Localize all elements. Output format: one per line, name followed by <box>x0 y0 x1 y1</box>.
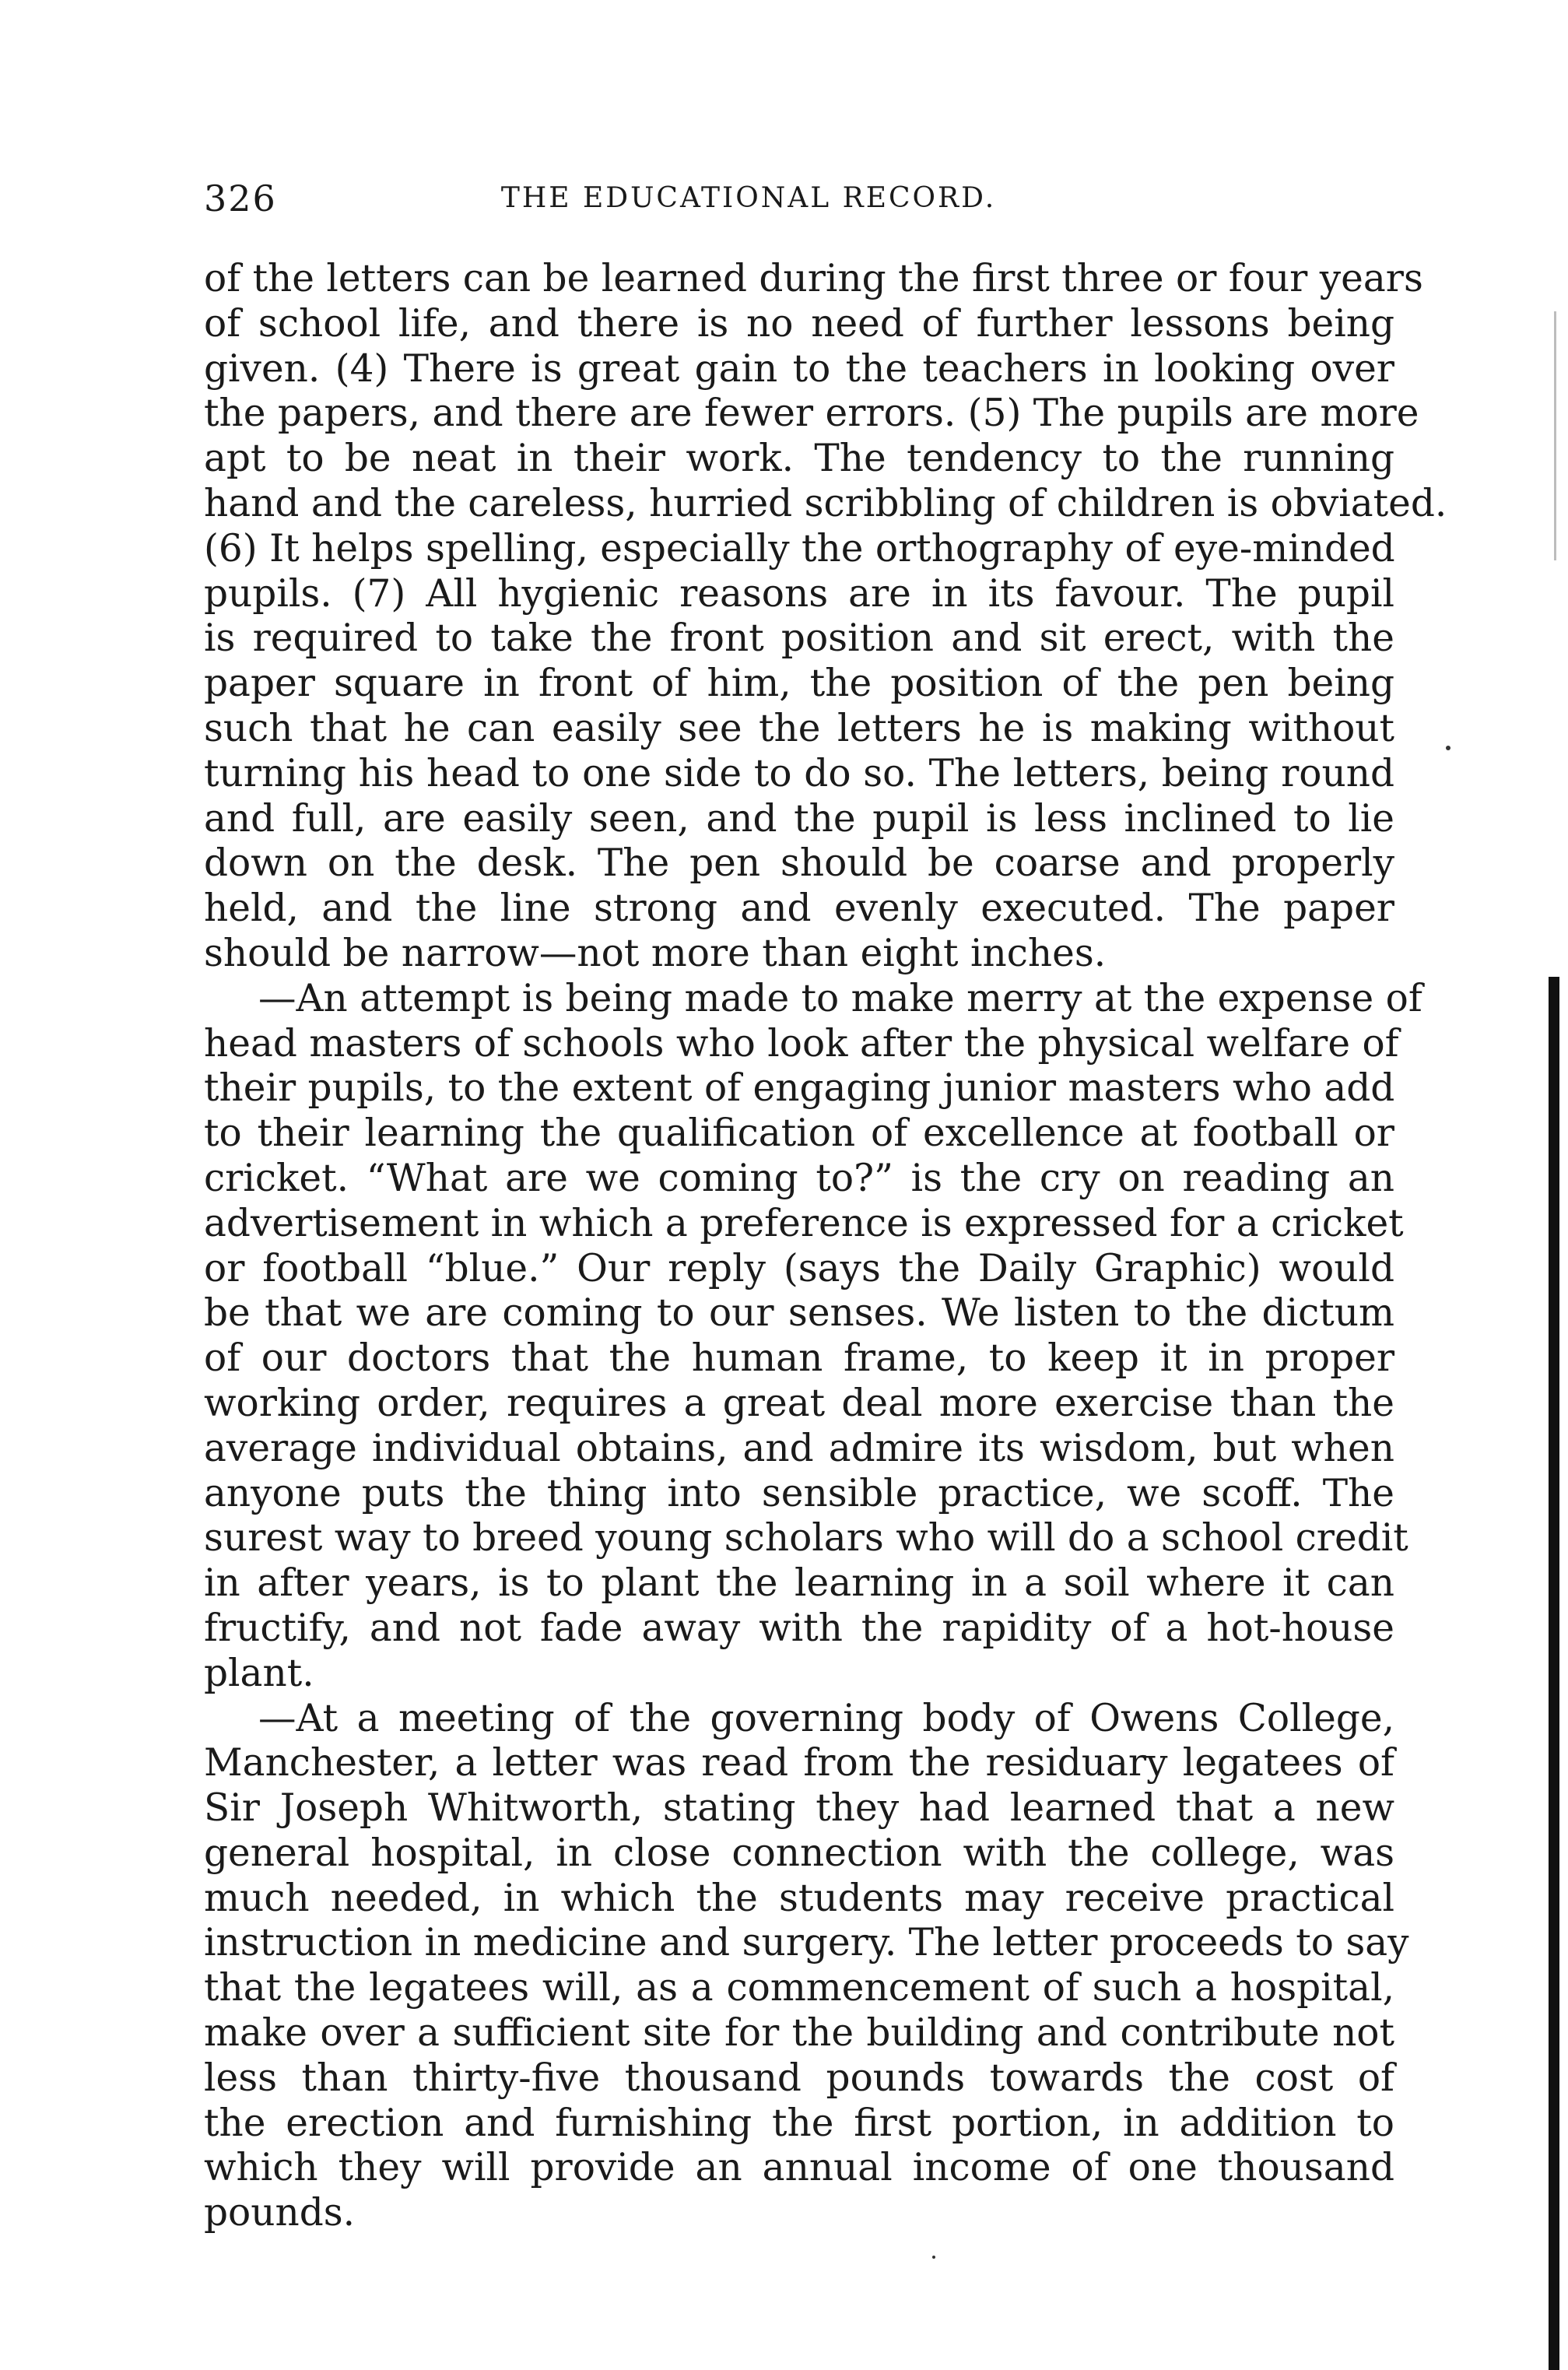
text-line: apt to be neat in their work. The tendency to the running <box>204 437 1394 481</box>
text-line: turning his head to one side to do so. The letters, being round <box>204 751 1394 795</box>
text-line: and full, are easily seen, and the pupil is less inclined to lie <box>204 796 1394 841</box>
text-line: which they will provide an annual income of one thousand <box>204 2146 1394 2190</box>
text-line: their pupils, to the extent of engaging junior masters who add <box>204 1066 1395 1111</box>
text-line: or football “blue.” Our reply (says the Daily Graphic) would <box>204 1246 1394 1290</box>
text-line: such that he can easily see the letters he is making without <box>204 706 1394 750</box>
text-line: general hospital, in close connection with the college, was <box>204 1831 1394 1875</box>
text-line: that the legatees will, as a commencement of such a hospital, <box>204 1966 1394 2010</box>
paragraph-owens-college <box>204 1696 1409 2237</box>
text-line: hand and the careless, hurried scribbling of children is obviated. <box>204 481 1447 525</box>
text-line: pounds. <box>204 2191 356 2235</box>
text-line: anyone puts the thing into sensible practice, we scoff. The <box>204 1471 1394 1515</box>
text-line: much needed, in which the students may receive practical <box>204 1876 1394 1920</box>
page-number: 326 <box>204 177 277 219</box>
text-line: given. (4) There is great gain to the teachers in looking over <box>204 346 1394 391</box>
text-line: working order, requires a great deal more exercise than the <box>204 1381 1394 1425</box>
journal-title: THE EDUCATIONAL RECORD. <box>500 182 997 214</box>
text-line: of school life, and there is no need of further lessons being <box>204 301 1394 346</box>
text-line: plant. <box>204 1651 314 1695</box>
text-line: of our doctors that the human frame, to keep it in proper <box>204 1336 1394 1381</box>
text-line: Manchester, a letter was read from the residuary legatees of <box>204 1741 1394 1785</box>
text-line: the erection and furnishing the first portion, in addition to <box>204 2101 1394 2145</box>
scan-speck <box>932 2256 935 2259</box>
running-head <box>204 177 1394 224</box>
text-line: down on the desk. The pen should be coarse and properly <box>204 841 1394 886</box>
text-line: paper square in front of him, the position of the pen being <box>204 662 1394 706</box>
text-line: be that we are coming to our senses. We listen to the dictum <box>204 1291 1394 1336</box>
scan-edge-bar <box>1549 977 1559 2370</box>
text-line: of the letters can be learned during the first three or four years <box>204 257 1423 300</box>
text-line: fructify, and not fade away with the rapidity of a hot-house <box>204 1606 1394 1650</box>
paragraph-athletics <box>204 976 1422 1697</box>
text-line: —An attempt is being made to make merry at the expense of <box>258 976 1422 1020</box>
paragraph-handwriting <box>204 257 1447 977</box>
text-line: instruction in medicine and surgery. The letter proceeds to say <box>204 1921 1409 1965</box>
text-line: surest way to breed young scholars who will do a school credit <box>204 1516 1408 1561</box>
text-line: make over a sufficient site for the building and contribute not <box>204 2011 1394 2056</box>
text-line: —At a meeting of the governing body of Owens College, <box>258 1696 1394 1740</box>
scan-speck <box>1446 746 1450 750</box>
text-line: Sir Joseph Whitworth, stating they had learned that a new <box>204 1786 1394 1831</box>
body-text <box>204 257 1447 2236</box>
scan-edge-shadow <box>1554 311 1556 560</box>
text-line: to their learning the qualification of excellence at football or <box>204 1111 1394 1156</box>
text-line: in after years, is to plant the learning in a soil where it can <box>204 1561 1394 1606</box>
text-line: average individual obtains, and admire its wisdom, but when <box>204 1426 1394 1470</box>
text-line: should be narrow—not more than eight inches. <box>204 931 1107 975</box>
text-line: cricket. “What are we coming to?” is the cry on reading an <box>204 1156 1394 1200</box>
text-line: advertisement in which a preference is expressed for a cricket <box>204 1201 1404 1245</box>
text-line: pupils. (7) All hygienic reasons are in its favour. The pupil <box>204 571 1394 616</box>
text-line: held, and the line strong and evenly executed. The paper <box>204 887 1394 931</box>
text-line: is required to take the front position and sit erect, with the <box>204 616 1394 661</box>
text-line: less than thirty-five thousand pounds towards the cost of <box>204 2056 1394 2100</box>
text-line: (6) It helps spelling, especially the orthography of eye-minded <box>204 526 1395 571</box>
text-line: head masters of schools who look after the physical welfare of <box>204 1021 1399 1066</box>
text-line: the papers, and there are fewer errors. (5) The pupils are more <box>204 391 1419 436</box>
